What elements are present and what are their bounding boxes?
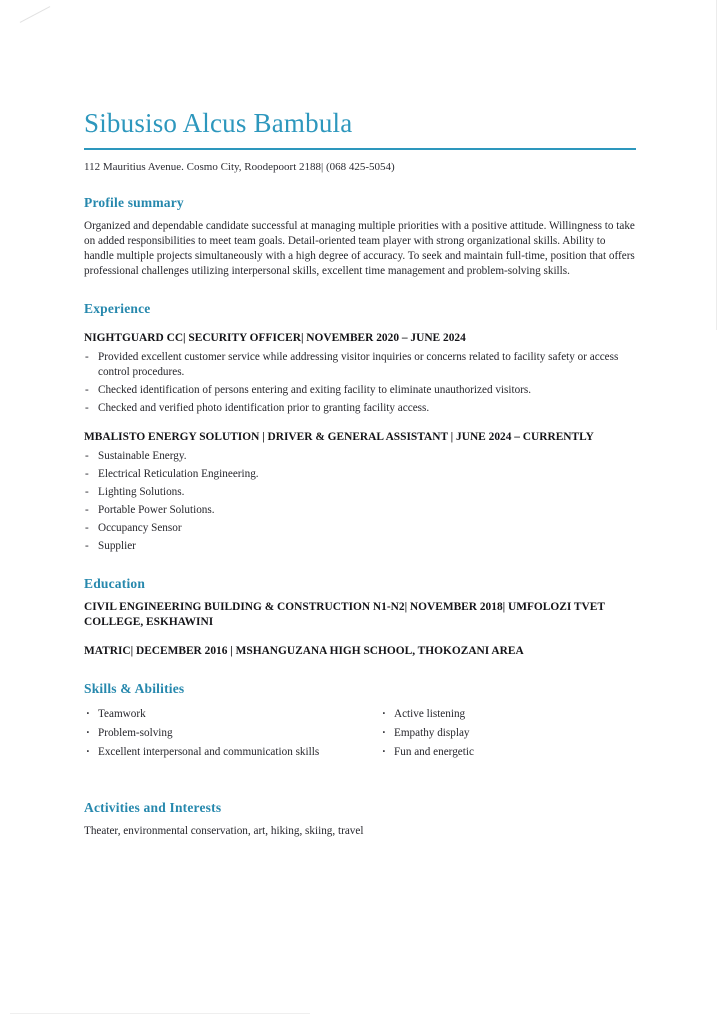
job-title: NIGHTGUARD CC| SECURITY OFFICER| NOVEMBER 2020 – JUNE 2024 [84, 332, 466, 344]
activities-text: Theater, environmental conservation, art, hiking, skiing, travel [84, 825, 364, 837]
education-entry: CIVIL ENGINEERING BUILDING & CONSTRUCTION N1-N2| NOVEMBER 2018| UMFOLOZI TVET COLLEGE, ESKHAWINI [84, 601, 605, 628]
experience-heading: Experience [84, 301, 151, 316]
job-bullet: - Lighting Solutions. [84, 485, 636, 500]
education-entry: MATRIC| DECEMBER 2016 | MSHANGUZANA HIGH SCHOOL, THOKOZANI AREA [84, 645, 524, 657]
job-bullet: - Electrical Reticulation Engineering. [84, 467, 636, 482]
skill-item: · Fun and energetic [380, 745, 636, 760]
job-bullet: - Sustainable Energy. [84, 449, 636, 464]
skills-columns [84, 705, 636, 766]
skills-section [84, 681, 636, 766]
job-bullet: - Provided excellent customer service while addressing visitor inquiries or concerns related to facility safety or access control procedures. [84, 350, 636, 380]
profile-text: Organized and dependable candidate successful at managing multiple priorities with a positive attitude. Willingness to take on added responsibilities to meet team goals. Detail-oriented team player with strong organizational skills. Ability to handle multiple projects simultaneously with a high degree of accuracy. To seek and maintain full-time, position that offers professional challenges utilizing interpersonal skills, excellent time management and problem-solving skills. [84, 220, 635, 277]
skills-heading: Skills & Abilities [84, 681, 185, 696]
job-title: MBALISTO ENERGY SOLUTION | DRIVER & GENERAL ASSISTANT | JUNE 2024 – CURRENTLY [84, 431, 594, 443]
skills-column-left [84, 705, 380, 766]
scan-artifact-right-edge [716, 0, 717, 330]
skill-item: · Problem-solving [84, 726, 380, 741]
profile-section [84, 195, 636, 279]
candidate-name: Sibusiso Alcus Bambula [84, 108, 353, 138]
skill-item: · Teamwork [84, 707, 380, 722]
contact-line: 112 Mauritius Avenue. Cosmo City, Roodepoort 2188| (068 425-5054) [84, 161, 395, 173]
job-bullet: - Supplier [84, 539, 636, 554]
job-bullet-list [84, 449, 636, 554]
job-bullet: - Checked and verified photo identification prior to granting facility access. [84, 401, 636, 416]
skills-column-right [380, 705, 636, 766]
scan-artifact-bottom-edge [10, 1013, 310, 1014]
profile-heading: Profile summary [84, 195, 184, 210]
education-heading: Education [84, 576, 146, 591]
skills-list-right [380, 707, 636, 760]
experience-section [84, 301, 636, 554]
job-bullet: - Portable Power Solutions. [84, 503, 636, 518]
resume-content [84, 108, 636, 839]
activities-section [84, 800, 636, 839]
job-bullet-list [84, 350, 636, 416]
skill-item: · Excellent interpersonal and communication skills [84, 745, 380, 760]
scan-artifact-top-left [20, 6, 50, 23]
header-divider [84, 148, 636, 150]
job-bullet: - Checked identification of persons entering and exiting facility to eliminate unauthorized visitors. [84, 383, 636, 398]
skill-item: · Empathy display [380, 726, 636, 741]
skill-item: · Active listening [380, 707, 636, 722]
skills-list-left [84, 707, 380, 760]
activities-heading: Activities and Interests [84, 800, 222, 815]
education-section [84, 576, 636, 659]
job-bullet: - Occupancy Sensor [84, 521, 636, 536]
